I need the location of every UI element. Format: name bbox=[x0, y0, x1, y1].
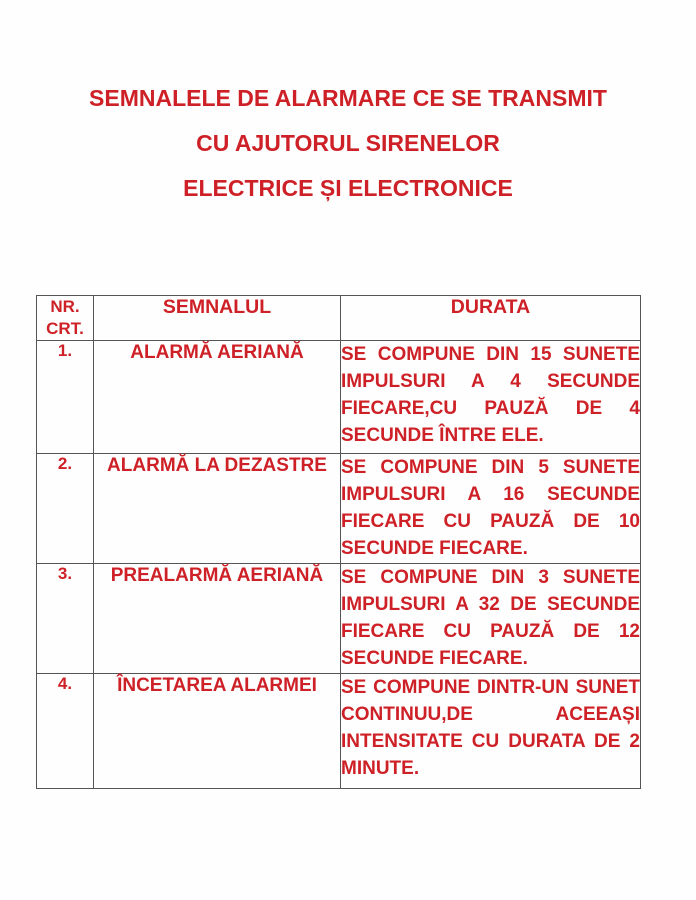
table-header-row bbox=[37, 296, 641, 341]
header-cell-semnalul: SEMNALUL bbox=[94, 296, 341, 341]
header-cell-durata: DURATA bbox=[341, 296, 641, 341]
signal-duration: SE COMPUNE DIN 5 SUNETE IMPULSURI A 16 SECUNDE FIECARE CU PAUZĂ DE 10 SECUNDE FIECARE. bbox=[341, 454, 641, 564]
row-number: 4. bbox=[37, 674, 94, 789]
table-row bbox=[37, 674, 641, 789]
row-number: 2. bbox=[37, 454, 94, 564]
signal-name: ÎNCETAREA ALARMEI bbox=[94, 674, 341, 789]
page-title-line-2: CU AJUTORUL SIRENELOR bbox=[196, 130, 500, 156]
signal-name: ALARMĂ LA DEZASTRE bbox=[94, 454, 341, 564]
header-nr-line-1: NR. bbox=[50, 297, 80, 316]
signal-duration: SE COMPUNE DIN 3 SUNETE IMPULSURI A 32 DE SECUNDE FIECARE CU PAUZĂ DE 12 SECUNDE FIECARE. bbox=[341, 564, 641, 674]
alarm-signals-table bbox=[36, 295, 641, 789]
header-cell-nr-crt bbox=[37, 296, 94, 341]
table-row bbox=[37, 564, 641, 674]
signal-duration: SE COMPUNE DINTR-UN SUNET CONTINUU,DE ACEEAȘI INTENSITATE CU DURATA DE 2 MINUTE. bbox=[341, 674, 641, 789]
page-title-line-3: ELECTRICE ȘI ELECTRONICE bbox=[183, 175, 513, 201]
signal-name: ALARMĂ AERIANĂ bbox=[94, 341, 341, 454]
row-number: 1. bbox=[37, 341, 94, 454]
header-nr-line-2: CRT. bbox=[46, 319, 84, 338]
signal-name: PREALARMĂ AERIANĂ bbox=[94, 564, 341, 674]
row-number: 3. bbox=[37, 564, 94, 674]
signal-duration: SE COMPUNE DIN 15 SUNETE IMPULSURI A 4 SECUNDE FIECARE,CU PAUZĂ DE 4 SECUNDE ÎNTRE ELE. bbox=[341, 341, 641, 454]
page-title bbox=[0, 0, 696, 211]
page-title-line-1: SEMNALELE DE ALARMARE CE SE TRANSMIT bbox=[89, 85, 607, 111]
table-row bbox=[37, 454, 641, 564]
table-row bbox=[37, 341, 641, 454]
